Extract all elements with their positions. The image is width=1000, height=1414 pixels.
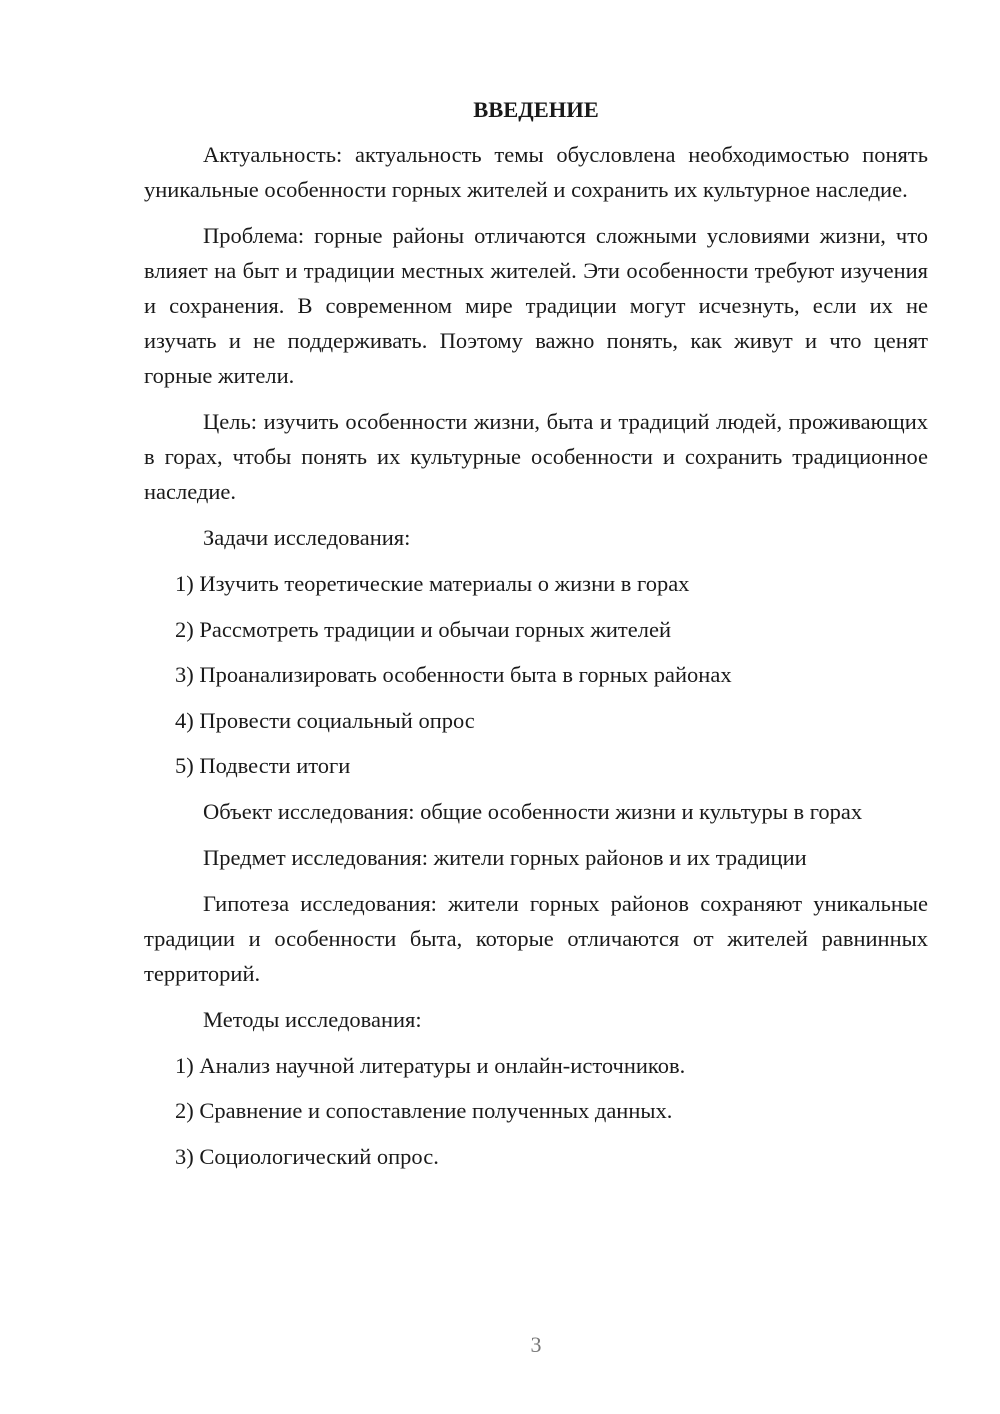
relevance-paragraph: Актуальность: актуальность темы обусловлена необходимостью понять уникальные особенности горных жителей и сохранить их культурное наследие. [144,142,928,202]
problem-paragraph: Проблема: горные районы отличаются сложными условиями жизни, что влияет на быт и традиции местных жителей. Эти особенности требуют изучения и сохранения. В современном мире традиции могут исчезнуть, если их не изучать и не поддерживать. Поэтому важно понять, как живут и что ценят горные жители. [144,223,928,388]
list-item: 2) Рассмотреть традиции и обычаи горных жителей [175,616,671,642]
list-item: 3) Социологический опрос. [175,1143,439,1169]
list-item: 1) Анализ научной литературы и онлайн-источников. [175,1052,686,1078]
list-item: 5) Подвести итоги [175,753,351,778]
methods-list [144,1048,928,1174]
page-number: 3 [530,1332,542,1357]
hypothesis-paragraph: Гипотеза исследования: жители горных районов сохраняют уникальные традиции и особенности быта, которые отличаются от жителей равнинных территорий. [144,890,928,986]
list-item: 2) Сравнение и сопоставление полученных данных. [175,1098,673,1123]
methods-title: Методы исследования: [203,1006,422,1032]
object-paragraph: Объект исследования: общие особенности жизни и культуры в горах [203,798,863,824]
tasks-list [144,566,928,783]
list-item: 3) Проанализировать особенности быта в горных районах [175,662,732,687]
tasks-title: Задачи исследования: [203,525,411,550]
list-item: 1) Изучить теоретические материалы о жизни в горах [175,571,690,596]
page-title: ВВЕДЕНИЕ [473,97,599,122]
subject-paragraph: Предмет исследования: жители горных районов и их традиции [203,844,807,870]
list-item: 4) Провести социальный опрос [175,707,475,733]
document-body [144,92,928,1184]
goal-paragraph: Цель: изучить особенности жизни, быта и традиций людей, проживающих в горах, чтобы понять их культурные особенности и сохранить традиционное наследие. [144,409,928,504]
